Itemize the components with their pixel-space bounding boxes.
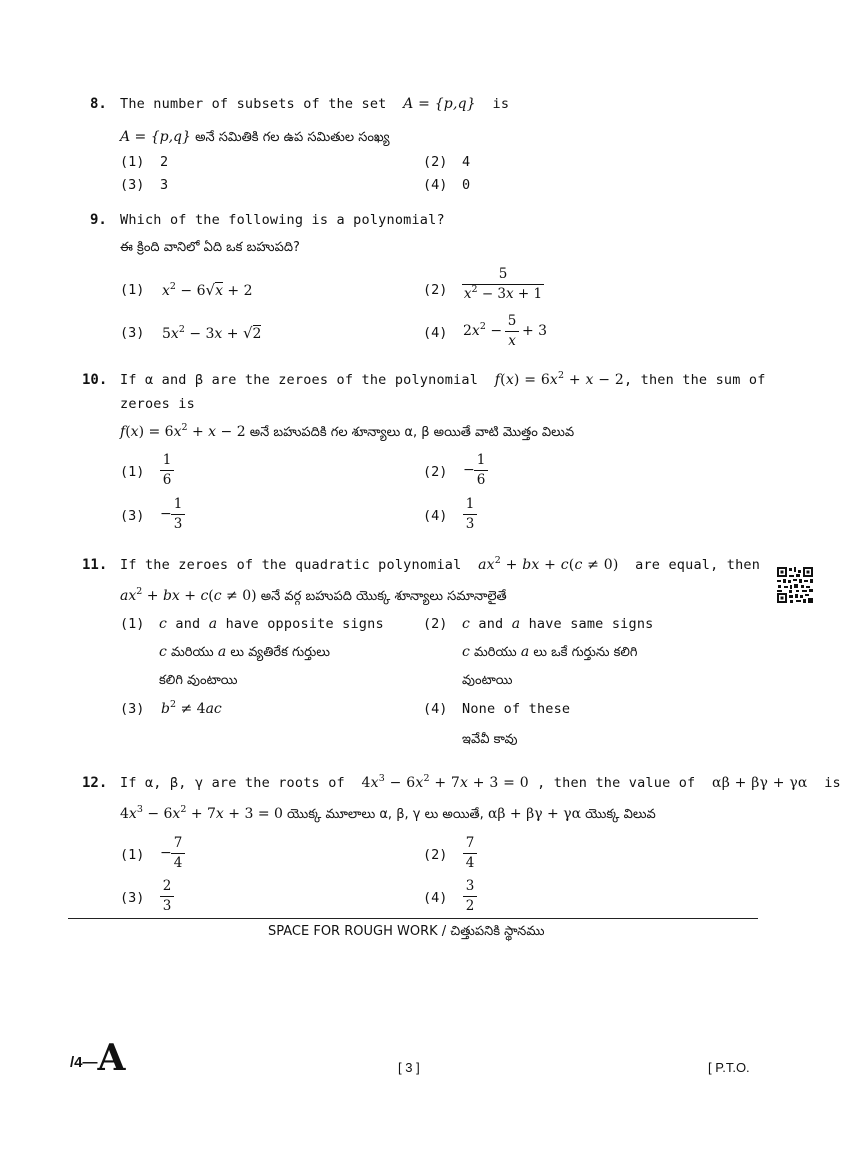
q11-opt2-te-line1: c మరియు a లు ఒకే గుర్తును కలిగి: [462, 644, 638, 660]
q12-opt2-label: (2): [423, 847, 448, 863]
q9-opt4-fraction: 5 x: [505, 313, 519, 350]
q12-opt4-fraction: 3 2: [463, 878, 477, 915]
q9-opt4-term1: $2x^2$ −: [463, 321, 503, 339]
q12-opt3-label: (3): [120, 890, 145, 906]
q8-opt1-value: 2: [160, 154, 169, 170]
q9-opt4-label: (4): [423, 325, 448, 341]
rough-work-divider: [68, 918, 758, 919]
q12-te-text: $4x^3 - 6x^2 + 7x + 3 = 0$ యొక్క మూలాలు α, β, γ లు అయితే, αβ + βγ + γα యొక్క విలువ: [120, 804, 656, 822]
q11-number: 11.: [82, 557, 108, 573]
q8-opt2-value: 4: [462, 154, 471, 170]
q9-opt3-label: (3): [120, 325, 145, 341]
q11-opt2-te-line2: వుంటాయి: [462, 673, 513, 688]
q9-opt1-expr: $x^2 - 6√x + 2$: [162, 281, 253, 299]
q11-te-text: $ax^2$ + bx + c(c ≠ 0) అనే వర్గ బహుపది యొక్క శూన్యాలు సమానాలైతే: [120, 586, 507, 604]
q11-opt3-expr: $b^2 \ne 4ac$: [161, 699, 222, 717]
q11-opt2-label: (2): [423, 616, 448, 632]
q10-opt3-minus: −: [160, 506, 172, 522]
q12-number: 12.: [82, 775, 108, 791]
paper-code: /4—A: [70, 1037, 126, 1079]
q10-te-text: $f(x) = 6x^2 + x - 2$ అనే బహుపదికి గల శూన్యాలు α, β అయితే వాటి మొత్తం విలువ: [120, 422, 575, 440]
page-number: [ 3 ]: [398, 1060, 420, 1075]
q8-opt3-label: (3): [120, 177, 145, 193]
q11-opt3-label: (3): [120, 701, 145, 717]
q12-opt2-fraction: 7 4: [463, 835, 477, 872]
qr-code-icon: [776, 566, 814, 604]
q8-opt1-label: (1): [120, 154, 145, 170]
q10-en-line2: zeroes is: [120, 396, 195, 412]
q12-en-text: If α, β, γ are the roots of $4x^3 - 6x^2 + 7x + 3 = 0$ , then the value of αβ + βγ + γα is: [120, 773, 841, 791]
q8-te-text: A = {p,q} అనే సమితికి గల ఉప సమితుల సంఖ్య: [120, 129, 390, 145]
q8-number: 8.: [90, 96, 107, 112]
pto-label: [ P.T.O.: [708, 1060, 750, 1075]
q9-opt2-label: (2): [423, 282, 448, 298]
q11-en-text: If the zeroes of the quadratic polynomial $ax^2$ + bx + c(c ≠ 0) are equal, then: [120, 555, 761, 573]
q10-opt2-minus: −: [463, 462, 475, 478]
q11-opt1-en: c and a have opposite signs: [159, 616, 384, 632]
q12-opt1-fraction: 7 4: [171, 835, 185, 872]
q9-opt4-term2: + 3: [522, 323, 548, 339]
q8-opt2-label: (2): [423, 154, 448, 170]
q12-opt4-label: (4): [423, 890, 448, 906]
q11-opt1-label: (1): [120, 616, 145, 632]
rough-work-label: SPACE FOR ROUGH WORK / చిత్తుపనికి స్థానము: [268, 924, 545, 939]
q10-opt4-label: (4): [423, 508, 448, 524]
q10-opt3-fraction: 1 3: [171, 496, 185, 533]
q11-opt4-te: ఇవేవీ కావు: [462, 732, 518, 747]
q11-opt4-label: (4): [423, 701, 448, 717]
q11-opt1-te-line2: కలిగి వుంటాయి: [159, 673, 238, 688]
q10-opt2-label: (2): [423, 464, 448, 480]
q12-opt3-fraction: 2 3: [160, 878, 174, 915]
q9-en-text: Which of the following is a polynomial?: [120, 212, 445, 228]
q9-number: 9.: [90, 212, 107, 228]
q8-opt3-value: 3: [160, 177, 169, 193]
q10-opt2-fraction: 1 6: [474, 452, 488, 489]
q10-opt1-label: (1): [120, 464, 145, 480]
q8-opt4-label: (4): [423, 177, 448, 193]
q12-opt1-label: (1): [120, 847, 145, 863]
q10-opt1-fraction: 1 6: [160, 452, 174, 489]
q10-opt3-label: (3): [120, 508, 145, 524]
q9-opt3-expr: $5x^2 - 3x + √2$: [162, 324, 262, 342]
q12-opt1-minus: −: [160, 845, 172, 861]
q11-opt1-te-line1: c మరియు a లు వ్యతిరేక గుర్తులు: [159, 644, 331, 660]
q11-opt4-en: None of these: [462, 701, 571, 717]
q10-en-line1: If α and β are the zeroes of the polynomial $f(x) = 6x^2 + x - 2$, then the sum of: [120, 370, 766, 388]
q9-opt2-fraction: 5 $x^2 - 3x + 1$: [463, 266, 543, 302]
q8-en-text: The number of subsets of the set A = {p,q} is: [120, 96, 510, 112]
q9-opt1-label: (1): [120, 282, 145, 298]
q10-opt4-fraction: 1 3: [463, 496, 477, 533]
q11-opt2-en: c and a have same signs: [462, 616, 654, 632]
q8-opt4-value: 0: [462, 177, 471, 193]
q9-te-text: ఈ క్రింది వానిలో ఏది ఒక బహుపది?: [120, 240, 300, 255]
q10-number: 10.: [82, 372, 108, 388]
